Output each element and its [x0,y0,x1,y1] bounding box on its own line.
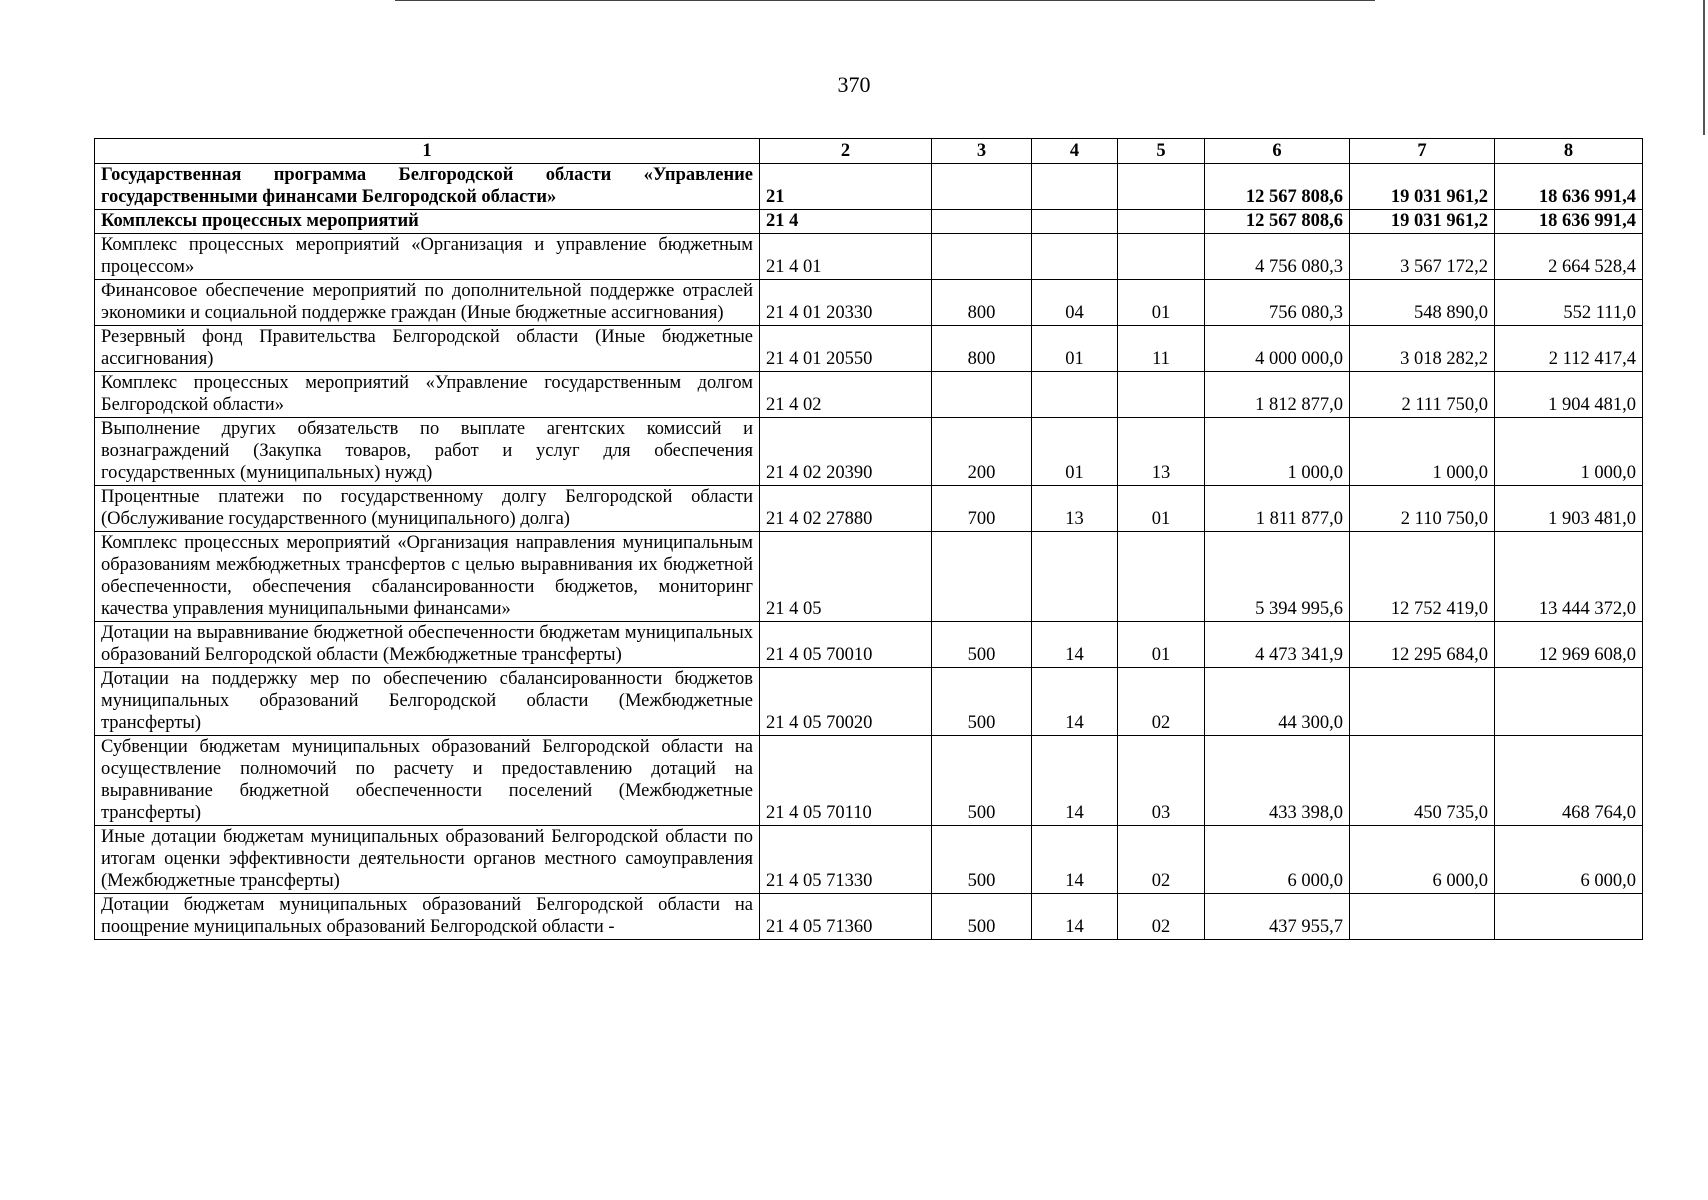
row-amount-7: 1 000,0 [1350,418,1495,486]
row-amount-8: 1 904 481,0 [1495,372,1643,418]
row-col3: 500 [932,622,1032,668]
row-amount-7: 12 295 684,0 [1350,622,1495,668]
row-col3: 800 [932,280,1032,326]
row-name: Дотации на выравнивание бюджетной обеспеченности бюджетам муниципальных образований Белгородской области (Межбюджетные трансферты) [95,622,760,668]
row-amount-7: 19 031 961,2 [1350,164,1495,210]
row-col5: 02 [1118,894,1205,940]
row-name: Финансовое обеспечение мероприятий по дополнительной поддержке отраслей экономики и социальной поддержке граждан (Иные бюджетные ассигнования) [95,280,760,326]
row-col3 [932,372,1032,418]
row-amount-6: 1 812 877,0 [1205,372,1350,418]
row-col5: 02 [1118,668,1205,736]
row-name: Процентные платежи по государственному долгу Белгородской области (Обслуживание государственного (муниципального) долга) [95,486,760,532]
row-col5: 02 [1118,826,1205,894]
row-name: Резервный фонд Правительства Белгородской области (Иные бюджетные ассигнования) [95,326,760,372]
row-col5 [1118,532,1205,622]
row-code: 21 4 [760,210,932,234]
row-amount-6: 1 000,0 [1205,418,1350,486]
row-col4 [1032,210,1118,234]
header-col-5: 5 [1118,139,1205,164]
row-col4: 14 [1032,826,1118,894]
row-amount-7 [1350,668,1495,736]
row-col3: 500 [932,736,1032,826]
header-col-7: 7 [1350,139,1495,164]
row-code: 21 4 02 [760,372,932,418]
row-amount-6: 4 756 080,3 [1205,234,1350,280]
table-row [95,532,1643,622]
table-row [95,668,1643,736]
row-col4: 13 [1032,486,1118,532]
row-name: Комплекс процессных мероприятий «Организация и управление бюджетным процессом» [95,234,760,280]
row-code: 21 4 05 70020 [760,668,932,736]
row-amount-6: 1 811 877,0 [1205,486,1350,532]
row-amount-8 [1495,668,1643,736]
row-col4 [1032,234,1118,280]
row-col3: 700 [932,486,1032,532]
header-col-2: 2 [760,139,932,164]
table-row [95,164,1643,210]
row-amount-7: 3 567 172,2 [1350,234,1495,280]
row-code: 21 4 05 71360 [760,894,932,940]
row-col3 [932,532,1032,622]
row-code: 21 4 02 20390 [760,418,932,486]
row-amount-7 [1350,894,1495,940]
row-col4: 14 [1032,894,1118,940]
row-col5 [1118,210,1205,234]
row-code: 21 4 02 27880 [760,486,932,532]
row-code: 21 4 01 20550 [760,326,932,372]
row-amount-7: 2 111 750,0 [1350,372,1495,418]
row-col4: 14 [1032,622,1118,668]
row-code: 21 4 05 70010 [760,622,932,668]
row-amount-6: 6 000,0 [1205,826,1350,894]
row-amount-8 [1495,894,1643,940]
row-amount-8: 2 664 528,4 [1495,234,1643,280]
row-col5 [1118,164,1205,210]
row-amount-8: 6 000,0 [1495,826,1643,894]
row-col5 [1118,372,1205,418]
row-col4: 01 [1032,418,1118,486]
row-amount-8: 13 444 372,0 [1495,532,1643,622]
budget-table [94,138,1643,940]
row-amount-7: 3 018 282,2 [1350,326,1495,372]
row-name: Комплексы процессных мероприятий [95,210,760,234]
row-code: 21 4 05 70110 [760,736,932,826]
row-amount-7: 6 000,0 [1350,826,1495,894]
table-row [95,826,1643,894]
header-col-8: 8 [1495,139,1643,164]
row-col5: 01 [1118,622,1205,668]
header-col-3: 3 [932,139,1032,164]
row-name: Дотации на поддержку мер по обеспечению сбалансированности бюджетов муниципальных образований Белгородской области (Межбюджетные трансферты) [95,668,760,736]
row-col4 [1032,164,1118,210]
row-amount-6: 12 567 808,6 [1205,210,1350,234]
row-amount-6: 756 080,3 [1205,280,1350,326]
row-col5: 11 [1118,326,1205,372]
row-col3: 500 [932,826,1032,894]
row-amount-6: 4 473 341,9 [1205,622,1350,668]
row-name: Комплекс процессных мероприятий «Управление государственным долгом Белгородской области» [95,372,760,418]
row-name: Выполнение других обязательств по выплате агентских комиссий и вознаграждений (Закупка товаров, работ и услуг для обеспечения государственных (муниципальных) нужд) [95,418,760,486]
row-col5: 13 [1118,418,1205,486]
row-amount-8: 2 112 417,4 [1495,326,1643,372]
header-col-1: 1 [95,139,760,164]
row-col4: 14 [1032,736,1118,826]
header-col-6: 6 [1205,139,1350,164]
scan-right-edge [1703,0,1705,135]
row-amount-8: 12 969 608,0 [1495,622,1643,668]
row-amount-6: 433 398,0 [1205,736,1350,826]
row-name: Субвенции бюджетам муниципальных образований Белгородской области на осуществление полномочий по расчету и предоставлению дотаций на выравнивание бюджетной обеспеченности поселений (Межбюджетные трансферты) [95,736,760,826]
row-col5: 03 [1118,736,1205,826]
table-row [95,486,1643,532]
row-col3: 500 [932,668,1032,736]
table-row [95,234,1643,280]
table-row [95,736,1643,826]
row-amount-7: 548 890,0 [1350,280,1495,326]
row-col3 [932,164,1032,210]
row-code: 21 4 05 [760,532,932,622]
row-col3: 800 [932,326,1032,372]
row-amount-8: 1 903 481,0 [1495,486,1643,532]
row-col4: 04 [1032,280,1118,326]
table-row [95,280,1643,326]
table-row [95,210,1643,234]
header-row [95,139,1643,164]
row-name: Комплекс процессных мероприятий «Организация направления муниципальным образованиям межбюджетных трансфертов с целью выравнивания их бюджетной обеспеченности, обеспечения сбалансированности бюджетов, мониторинг качества управления муниципальными финансами» [95,532,760,622]
row-col4 [1032,532,1118,622]
row-name: Дотации бюджетам муниципальных образований Белгородской области на поощрение муниципальных образований Белгородской области - [95,894,760,940]
table-row [95,326,1643,372]
row-amount-7: 450 735,0 [1350,736,1495,826]
table-row [95,894,1643,940]
row-col3 [932,234,1032,280]
table-row [95,418,1643,486]
row-amount-7: 2 110 750,0 [1350,486,1495,532]
row-amount-8: 468 764,0 [1495,736,1643,826]
row-col3: 200 [932,418,1032,486]
row-col4: 14 [1032,668,1118,736]
row-amount-8: 18 636 991,4 [1495,210,1643,234]
row-col5 [1118,234,1205,280]
row-col4 [1032,372,1118,418]
row-name: Иные дотации бюджетам муниципальных образований Белгородской области по итогам оценки эффективности деятельности органов местного самоуправления (Межбюджетные трансферты) [95,826,760,894]
page-number: 370 [837,72,871,97]
row-code: 21 [760,164,932,210]
row-amount-6: 4 000 000,0 [1205,326,1350,372]
row-amount-8: 1 000,0 [1495,418,1643,486]
row-col3: 500 [932,894,1032,940]
row-col3 [932,210,1032,234]
row-code: 21 4 01 20330 [760,280,932,326]
row-amount-6: 5 394 995,6 [1205,532,1350,622]
table-row [95,372,1643,418]
row-amount-8: 552 111,0 [1495,280,1643,326]
row-amount-6: 44 300,0 [1205,668,1350,736]
row-col5: 01 [1118,280,1205,326]
row-amount-7: 12 752 419,0 [1350,532,1495,622]
row-amount-8: 18 636 991,4 [1495,164,1643,210]
row-code: 21 4 01 [760,234,932,280]
row-amount-6: 437 955,7 [1205,894,1350,940]
row-name: Государственная программа Белгородской области «Управление государственными финансами Белгородской области» [95,164,760,210]
row-col4: 01 [1032,326,1118,372]
row-amount-6: 12 567 808,6 [1205,164,1350,210]
row-code: 21 4 05 71330 [760,826,932,894]
header-col-4: 4 [1032,139,1118,164]
scan-top-line [395,0,1375,1]
table-row [95,622,1643,668]
row-amount-7: 19 031 961,2 [1350,210,1495,234]
row-col5: 01 [1118,486,1205,532]
